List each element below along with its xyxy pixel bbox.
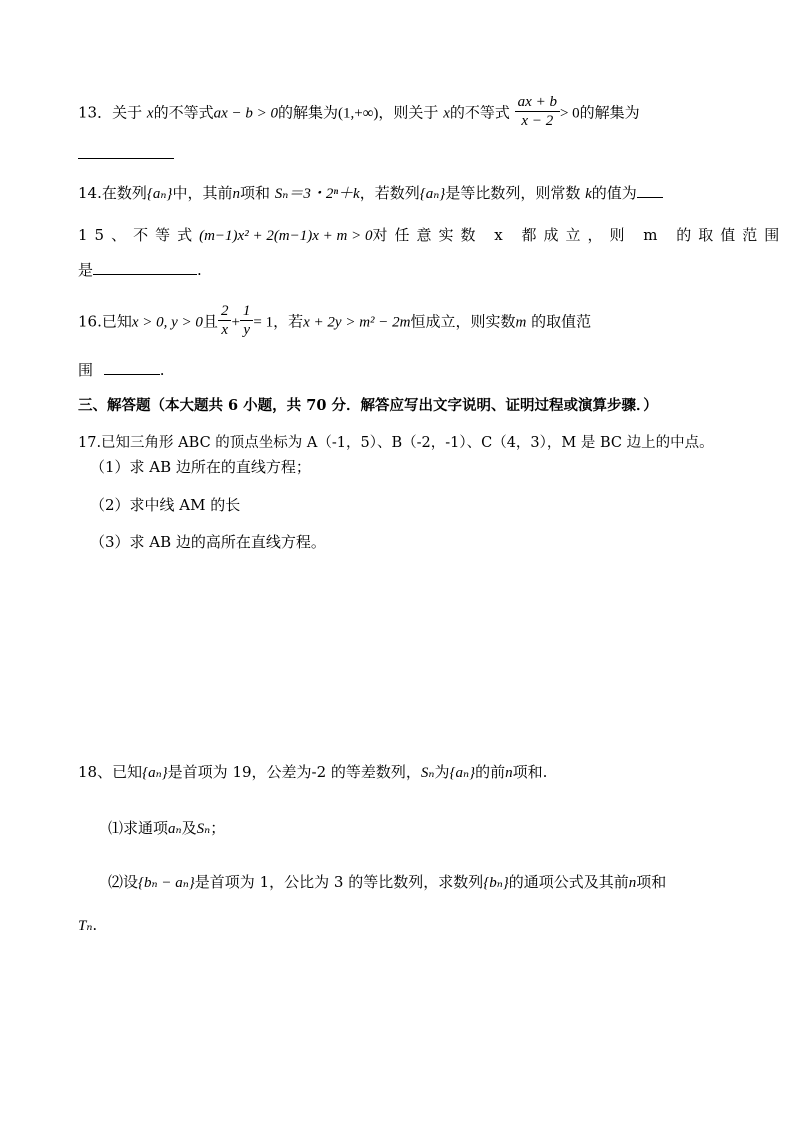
- q18-part-2-bn-an: {bₙ − aₙ}: [138, 875, 195, 891]
- q16-equals-one: = 1: [253, 314, 274, 331]
- q14-sequence-2: {aₙ}: [419, 186, 446, 202]
- q16-inequality: x + 2y > m² − 2m: [303, 314, 411, 331]
- q14-text-5: 是等比数列，则常数: [445, 184, 581, 202]
- q16-text-2: 且: [202, 312, 218, 331]
- q13-answer-blank-line: [78, 140, 174, 164]
- q14-n: n: [232, 186, 240, 202]
- q13-answer-blank[interactable]: [78, 140, 174, 159]
- q18-part-2-bn: {bₙ}: [483, 875, 509, 891]
- q13-interval: (1,+∞): [338, 105, 379, 122]
- q14-text-4: ，若数列: [359, 184, 420, 202]
- q14-text-1: 14.在数列: [78, 184, 147, 202]
- q18-an-2: {aₙ}: [449, 765, 476, 781]
- q18-part-1-text-c: ；: [210, 819, 226, 837]
- q14-sequence: {aₙ}: [146, 186, 173, 202]
- q18-part-1-an: aₙ: [168, 821, 182, 837]
- q13-text-5: 的不等式: [449, 103, 510, 122]
- q16-text-4: 恒成立，则实数: [410, 312, 516, 331]
- q18-part-1-text-b: 及: [181, 819, 197, 837]
- q13-var-x: x: [146, 105, 154, 122]
- q16-plus: +: [231, 314, 240, 331]
- q18-tn-line: [78, 915, 97, 936]
- q14-answer-blank[interactable]: [637, 183, 663, 198]
- q13-text-1: 关于: [112, 103, 143, 122]
- q15-line-1: [78, 225, 786, 246]
- q18-text-3: 为: [434, 763, 450, 781]
- q18-an: {aₙ}: [142, 765, 168, 781]
- q18-text-5: 项和.: [512, 763, 548, 781]
- q14-text-2: 中，其前: [172, 184, 233, 202]
- q18-part-1-sn: Sₙ: [196, 821, 211, 837]
- q15-text-4: .: [197, 261, 202, 279]
- q18-part-2-text-a: ⑵设: [108, 873, 139, 891]
- q15-line-2: [78, 258, 202, 280]
- q13-text-3: 的解集为: [277, 103, 338, 122]
- q13-gt-zero: > 0: [559, 105, 580, 122]
- q17-part-2: （2）求中线 AM 的长: [90, 496, 241, 514]
- q13-inequality-1: ax − b > 0: [213, 105, 278, 122]
- q14-text-6: 的值为: [591, 184, 637, 202]
- q14-text-3: 项和: [239, 184, 270, 202]
- q16-text-6: 围: [78, 361, 94, 379]
- q18-part-2-text-b: 是首项为 1，公比为 3 的等比数列，求数列: [194, 873, 484, 891]
- q18-part-1: [108, 818, 225, 839]
- q18-line-1: [78, 762, 547, 783]
- q15-answer-blank[interactable]: [93, 258, 197, 275]
- q14-k: k: [585, 186, 592, 202]
- q13-var-x-2: x: [443, 105, 450, 122]
- q13-fraction-denominator: x − 2: [521, 113, 554, 129]
- q13-fraction: [515, 93, 560, 130]
- section-3-heading: 三、解答题（本大题共 6 小题，共 70 分．解答应写出文字说明、证明过程或演算步骤．）: [78, 397, 658, 414]
- q16-m: m: [515, 314, 527, 331]
- q16-line-2: [78, 360, 165, 380]
- q18-tn: Tₙ: [78, 918, 93, 934]
- q13-number: 13．: [78, 103, 113, 122]
- q15-text-1: 15、不等式: [78, 226, 200, 244]
- q13-line: [78, 95, 640, 132]
- q18-period: .: [92, 916, 98, 934]
- q17-part-3: （3）求 AB 边的高所在直线方程。: [90, 533, 326, 551]
- q15-text-3: 是: [78, 261, 94, 279]
- q16-fraction-1-denominator: x: [221, 322, 229, 338]
- q16-text-1: 16.已知: [78, 312, 132, 331]
- q16-fraction-1-numerator: 2: [218, 302, 232, 321]
- q16-text-7: .: [159, 361, 165, 379]
- q16-fraction-1: [218, 302, 232, 339]
- q18-part-2: [108, 872, 666, 893]
- q16-text-5: 的取值范: [531, 312, 592, 331]
- q13-text-6: 的解集为: [579, 103, 640, 122]
- q17-stem: 17.已知三角形 ABC 的顶点坐标为 A（-1，5）、B（-2，-1）、C（4，3），M 是 BC 边上的中点。: [78, 435, 714, 451]
- q18-part-2-n: n: [628, 875, 637, 891]
- q17-part-1: （1）求 AB 边所在的直线方程；: [90, 458, 311, 476]
- q14-line: [78, 183, 663, 204]
- q18-text-4: 的前: [475, 763, 506, 781]
- q16-condition: x > 0, y > 0: [131, 314, 203, 331]
- q16-line-1: [78, 304, 591, 341]
- q18-n: n: [505, 765, 513, 781]
- q16-answer-blank[interactable]: [104, 360, 160, 375]
- q18-part-1-text-a: ⑴求通项: [108, 819, 169, 837]
- q18-part-2-text-d: 项和: [636, 873, 667, 891]
- q16-fraction-2: [240, 302, 254, 339]
- q13-text-2: 的不等式: [153, 103, 214, 122]
- q18-part-2-text-c: 的通项公式及其前: [508, 873, 629, 891]
- q16-fraction-2-denominator: y: [243, 322, 250, 338]
- q13-text-4: ，则关于: [378, 103, 439, 122]
- q18-sn: Sₙ: [420, 765, 435, 781]
- q14-sum-formula: Sₙ＝3・2ⁿ＋k: [274, 186, 360, 202]
- q18-text-1: 18、已知: [78, 763, 143, 781]
- q16-text-3: ，若: [273, 312, 304, 331]
- q18-text-2: 是首项为 19，公差为-2 的等差数列，: [167, 763, 421, 781]
- q15-text-2: 对任意实数 x 都成立，则 m 的取值范围: [372, 226, 787, 244]
- q15-inequality: (m−1)x² + 2(m−1)x + m > 0: [199, 228, 373, 244]
- q16-fraction-2-numerator: 1: [240, 302, 254, 321]
- q13-fraction-numerator: ax + b: [515, 93, 560, 112]
